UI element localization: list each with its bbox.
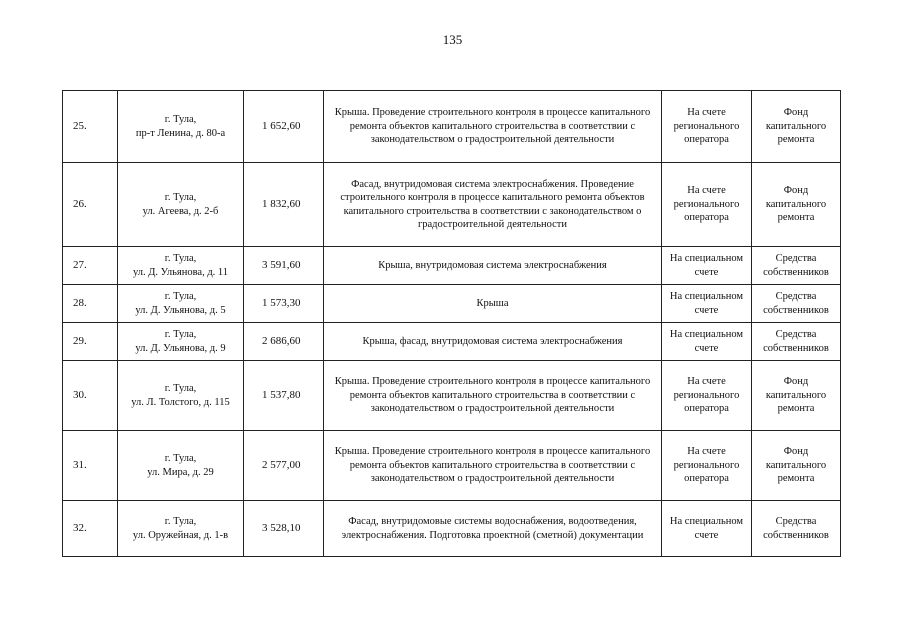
address-street: ул. Д. Ульянова, д. 11 xyxy=(132,266,229,278)
account-type-cell: На счете регионального оператора xyxy=(662,163,752,247)
address-cell xyxy=(118,163,244,247)
row-number: 31. xyxy=(63,431,118,501)
cost-cell: 1 573,30 xyxy=(244,285,324,323)
funding-source-cell: Средства собственников xyxy=(752,323,841,361)
work-description-cell: Крыша. Проведение строительного контроля в процессе капитального ремонта объектов капитального строительства в соответствии с законодательством о градостроительной деятельности xyxy=(324,361,662,431)
repair-table xyxy=(62,90,841,557)
address-cell xyxy=(118,431,244,501)
work-description-cell: Фасад, внутридомовая система электроснабжения. Проведение строительного контроля в процессе капитального ремонта объектов капитального строительства в соответствии с законодательством о градостроительной деятельности xyxy=(324,163,662,247)
address-street: ул. Оружейная, д. 1-в xyxy=(132,529,229,541)
address-street: ул. Д. Ульянова, д. 5 xyxy=(135,304,226,316)
address-cell xyxy=(118,247,244,285)
row-number: 27. xyxy=(63,247,118,285)
table-row xyxy=(63,163,841,247)
address-city: г. Тула, xyxy=(164,383,197,394)
row-number: 26. xyxy=(63,163,118,247)
address-street: ул. Л. Толстого, д. 115 xyxy=(131,396,230,408)
cost-cell: 3 591,60 xyxy=(244,247,324,285)
address-street: пр-т Ленина, д. 80-а xyxy=(135,127,226,139)
funding-source-cell: Фонд капитального ремонта xyxy=(752,431,841,501)
cost-cell: 1 652,60 xyxy=(244,91,324,163)
funding-source-cell: Фонд капитального ремонта xyxy=(752,163,841,247)
address-city: г. Тула, xyxy=(164,114,197,125)
funding-source-cell: Фонд капитального ремонта xyxy=(752,91,841,163)
row-number: 32. xyxy=(63,501,118,557)
row-number: 25. xyxy=(63,91,118,163)
cost-cell: 1 832,60 xyxy=(244,163,324,247)
row-number: 30. xyxy=(63,361,118,431)
address-city: г. Тула, xyxy=(164,453,197,464)
work-description-cell: Крыша. Проведение строительного контроля в процессе капитального ремонта объектов капитального строительства в соответствии с законодательством о градостроительной деятельности xyxy=(324,91,662,163)
funding-source-cell: Средства собственников xyxy=(752,247,841,285)
address-cell xyxy=(118,91,244,163)
address-cell xyxy=(118,501,244,557)
work-description-cell: Фасад, внутридомовые системы водоснабжения, водоотведения, электроснабжения. Подготовка проектной (сметной) документации xyxy=(324,501,662,557)
work-description-cell: Крыша, внутридомовая система электроснабжения xyxy=(324,247,662,285)
funding-source-cell: Фонд капитального ремонта xyxy=(752,361,841,431)
table-row xyxy=(63,285,841,323)
cost-cell: 1 537,80 xyxy=(244,361,324,431)
table-row xyxy=(63,323,841,361)
address-street: ул. Мира, д. 29 xyxy=(147,466,214,478)
cost-cell: 2 686,60 xyxy=(244,323,324,361)
table-body xyxy=(63,91,841,557)
address-city: г. Тула, xyxy=(164,192,197,203)
table-row xyxy=(63,501,841,557)
page-number: 135 xyxy=(442,32,463,47)
row-number: 28. xyxy=(63,285,118,323)
account-type-cell: На специальном счете xyxy=(662,247,752,285)
address-city: г. Тула, xyxy=(164,253,197,264)
address-city: г. Тула, xyxy=(164,516,197,527)
table-row xyxy=(63,91,841,163)
funding-source-cell: Средства собственников xyxy=(752,501,841,557)
address-cell xyxy=(118,323,244,361)
account-type-cell: На специальном счете xyxy=(662,501,752,557)
address-cell xyxy=(118,285,244,323)
row-number: 29. xyxy=(63,323,118,361)
account-type-cell: На специальном счете xyxy=(662,285,752,323)
account-type-cell: На специальном счете xyxy=(662,323,752,361)
work-description-cell: Крыша xyxy=(324,285,662,323)
table-row xyxy=(63,247,841,285)
cost-cell: 3 528,10 xyxy=(244,501,324,557)
funding-source-cell: Средства собственников xyxy=(752,285,841,323)
table-row xyxy=(63,431,841,501)
address-city: г. Тула, xyxy=(164,291,197,302)
address-cell xyxy=(118,361,244,431)
account-type-cell: На счете регионального оператора xyxy=(662,91,752,163)
work-description-cell: Крыша. Проведение строительного контроля в процессе капитального ремонта объектов капитального строительства в соответствии с законодательством о градостроительной деятельности xyxy=(324,431,662,501)
account-type-cell: На счете регионального оператора xyxy=(662,361,752,431)
address-street: ул. Д. Ульянова, д. 9 xyxy=(135,342,226,354)
account-type-cell: На счете регионального оператора xyxy=(662,431,752,501)
table-row xyxy=(63,361,841,431)
address-street: ул. Агеева, д. 2-б xyxy=(142,205,219,217)
cost-cell: 2 577,00 xyxy=(244,431,324,501)
address-city: г. Тула, xyxy=(164,329,197,340)
work-description-cell: Крыша, фасад, внутридомовая система электроснабжения xyxy=(324,323,662,361)
